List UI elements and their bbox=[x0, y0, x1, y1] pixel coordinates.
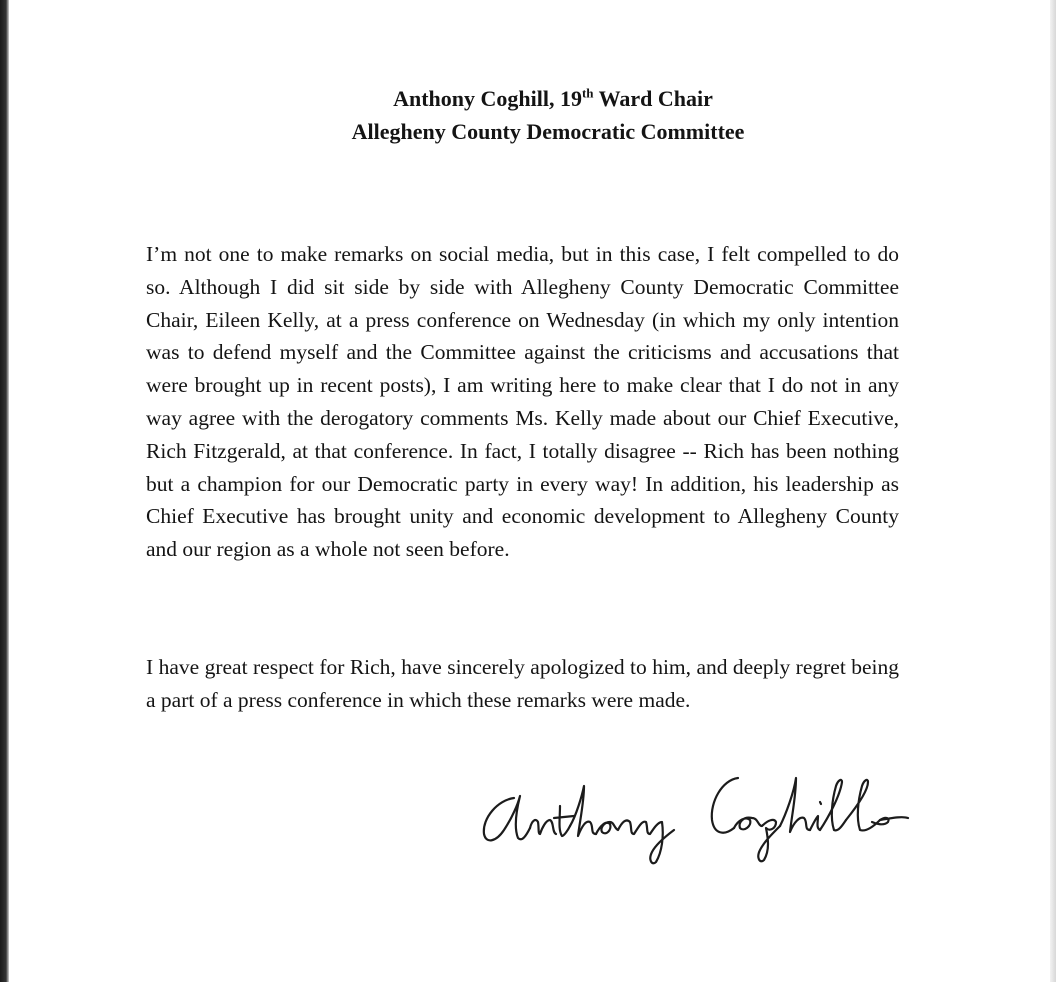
letterhead bbox=[0, 82, 1056, 148]
letterhead-ordinal-suffix: th bbox=[581, 85, 594, 101]
letterhead-title bbox=[0, 82, 1056, 115]
letterhead-role: Ward Chair bbox=[593, 86, 713, 111]
letter-paragraph-1: I’m not one to make remarks on social media, but in this case, I felt compelled to do so. Although I did sit side by side with Allegheny County Democratic Committee Chair, Eileen Kelly, at a press conference on Wednesday (in which my only intention was to defend myself and the Committee against the criticisms and accusations that were brought up in recent posts), I am writing here to make clear that I do not in any way agree with the derogatory comments Ms. Kelly made about our Chief Executive, Rich Fitzgerald, at that conference. In fact, I totally disagree -- Rich has been nothing but a champion for our Democratic party in every way! In addition, his leadership as Chief Executive has brought unity and economic development to Allegheny County and our region as a whole not seen before. bbox=[146, 242, 899, 562]
letter-paragraph-2: I have great respect for Rich, have sincerely apologized to him, and deeply regret being a part of a press conference in which these remarks were made. bbox=[146, 655, 899, 712]
handwritten-signature bbox=[476, 756, 916, 866]
letterhead-name: Anthony Coghill, 19 bbox=[393, 86, 582, 111]
letterhead-organization: Allegheny County Democratic Committee bbox=[351, 119, 745, 144]
